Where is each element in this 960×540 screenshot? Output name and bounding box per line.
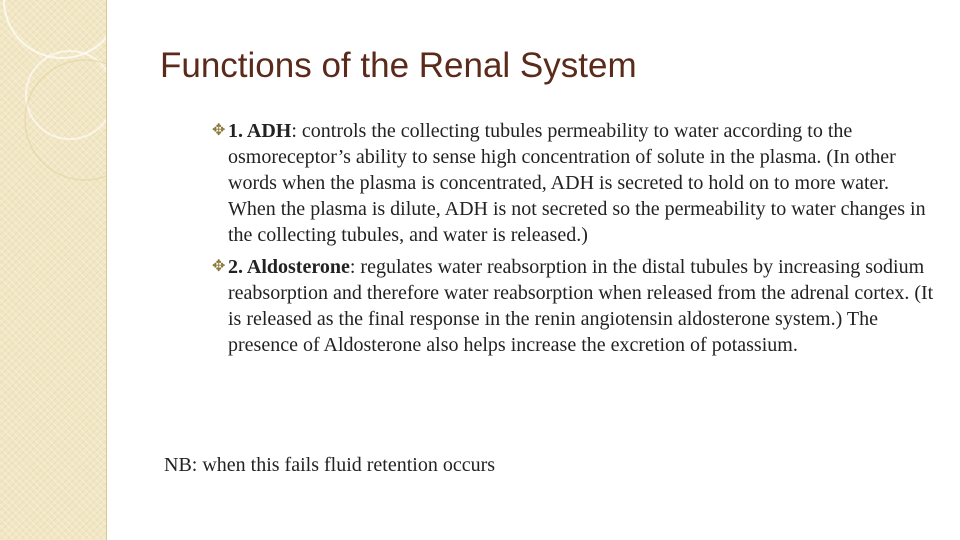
bullet-list [212, 118, 937, 364]
bullet-term: 1. ADH [228, 120, 292, 142]
bullet-item-adh [212, 118, 937, 248]
bullet-term: 2. Aldosterone [228, 256, 350, 278]
decorative-circles [0, 0, 106, 540]
slide-title: Functions of the Renal System [160, 46, 637, 85]
footnote: NB: when this fails fluid retention occurs [164, 454, 496, 476]
bullet-text: : regulates water reabsorption in the distal tubules by increasing sodium reabsorption and therefore water reabsorption when released from the adrenal cortex. (It is released as the final response in the renin angiotensin aldosterone system.) The presence of Aldosterone also helps increase the excretion of potassium. [228, 256, 934, 356]
bullet-marker-icon: ✥ [212, 258, 226, 275]
bullet-marker-icon: ✥ [212, 122, 226, 139]
bullet-text: : controls the collecting tubules permeability to water according to the osmoreceptor’s ability to sense high concentration of solute in the plasma. (In other words when the plasma is concentrated, ADH is secreted to hold on to more water. When the plasma is dilute, ADH is not secreted so the permeability to water changes in the collecting tubules, and water is released.) [228, 120, 926, 246]
bullet-item-aldosterone [212, 254, 937, 358]
decorative-side-panel [0, 0, 107, 540]
